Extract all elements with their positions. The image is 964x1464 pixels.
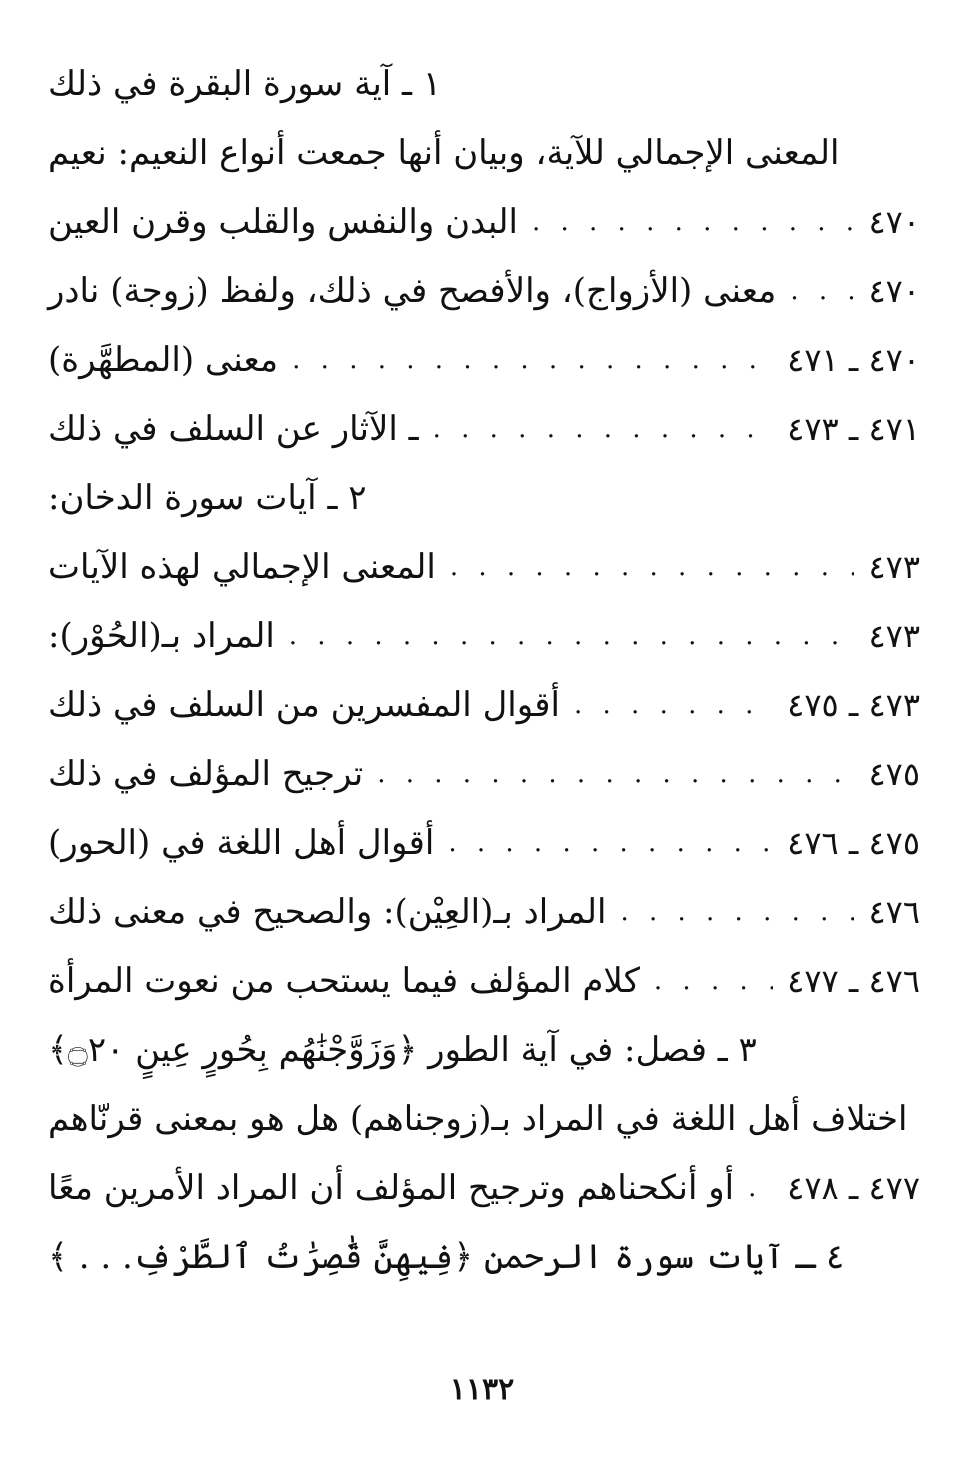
page-number: ١١٣٢ (449, 1372, 515, 1407)
toc-entry-text: معنى (الأزواج)، والأفصح في ذلك، ولفظ (زوجة) نادر (48, 271, 777, 311)
toc-entry-text: ترجيح المؤلف في ذلك (48, 754, 364, 794)
toc-entry-9 (48, 606, 920, 666)
toc-entry-text: أو أنكحناهم وترجيح المؤلف أن المراد الأمرين معًا (48, 1168, 735, 1208)
dot-leader (620, 882, 854, 942)
toc-heading-3 (48, 1020, 920, 1080)
dot-leader (292, 330, 773, 390)
toc-entry-11 (48, 744, 920, 804)
toc-heading-2 (48, 468, 920, 528)
dot-leader (574, 675, 773, 735)
toc-entry-text: المراد بـ(العِيْن): والصحيح في معنى ذلك (48, 892, 607, 932)
toc-entry-text: ٣ ـ فصل: في آية الطور ﴿وَزَوَّجْنَٰهُم بِحُورٍ عِينٍ ۝٢٠﴾ (48, 1030, 757, 1070)
toc-page-number: ٤٧٦ (868, 893, 920, 931)
toc-page-number: ٤٧٥ ـ ٤٧٦ (787, 824, 920, 862)
toc-page-number: ٤٧٥ (868, 755, 920, 793)
dot-leader (450, 537, 855, 597)
toc-entry-6 (48, 399, 920, 459)
toc-entry-3 (48, 192, 920, 252)
toc-page-number: ٤٧٦ ـ ٤٧٧ (787, 962, 920, 1000)
toc-entry-text: المعنى الإجمالي لهذه الآيات (48, 547, 436, 587)
toc-entry-8 (48, 537, 920, 597)
dot-leader (289, 606, 855, 666)
dot-leader (654, 951, 773, 1011)
toc-entry-text: ٢ ـ آيات سورة الدخان: (48, 478, 367, 518)
toc-page-number: ٤٧٠ (868, 203, 920, 241)
table-of-contents (48, 54, 920, 1384)
dot-leader (790, 261, 854, 321)
toc-entry-text: معنى (المطهَّرة) (48, 340, 279, 380)
toc-entry-text: ١ ـ آية سورة البقرة في ذلك (48, 64, 442, 104)
toc-page-number: ٤٧٧ ـ ٤٧٨ (787, 1169, 920, 1207)
dot-leader (448, 813, 773, 873)
toc-entry-text: كلام المؤلف فيما يستحب من نعوت المرأة (48, 961, 640, 1001)
toc-entry-4 (48, 261, 920, 321)
dot-leader (532, 192, 854, 252)
toc-heading-1 (48, 54, 920, 114)
toc-entry-12 (48, 813, 920, 873)
toc-entry-14 (48, 951, 920, 1011)
toc-entry-text: ٤ ـ آيات سورة الرحمن ﴿فِيهِنَّ قَٰصِرَٰتُ ٱلطَّرْفِ. . . ﴾ (48, 1237, 845, 1277)
toc-entry-text: اختلاف أهل اللغة في المراد بـ(زوجناهم) هل هو بمعنى قرنّاهم (48, 1099, 908, 1139)
toc-entry-5 (48, 330, 920, 390)
dot-leader (433, 399, 774, 459)
toc-entry-2 (48, 123, 920, 183)
toc-entry-17 (48, 1158, 920, 1218)
toc-entry-13 (48, 882, 920, 942)
dot-leader (377, 744, 854, 804)
toc-heading-4 (48, 1227, 920, 1287)
toc-entry-text: أقوال المفسرين من السلف في ذلك (48, 685, 560, 725)
toc-page-number: ٤٧٣ ـ ٤٧٥ (787, 686, 920, 724)
toc-entry-text: البدن والنفس والقلب وقرن العين (48, 202, 518, 242)
toc-entry-text: المعنى الإجمالي للآية، وبيان أنها جمعت أنواع النعيم: نعيم (48, 133, 840, 173)
toc-entry-text: أقوال أهل اللغة في (الحور) (48, 823, 435, 863)
toc-entry-text: المراد بـ(الحُوْر): (48, 616, 275, 656)
toc-page-number: ٤٧٣ (868, 617, 920, 655)
dot-leader (748, 1158, 773, 1218)
toc-page-number: ٤٧١ ـ ٤٧٣ (787, 410, 920, 448)
toc-page-number: ٤٧٠ (868, 272, 920, 310)
toc-page-number: ٤٧٠ ـ ٤٧١ (787, 341, 920, 379)
toc-entry-10 (48, 675, 920, 735)
toc-entry-text: ـ الآثار عن السلف في ذلك (48, 409, 419, 449)
toc-page-number: ٤٧٣ (868, 548, 920, 586)
toc-entry-16 (48, 1089, 920, 1149)
